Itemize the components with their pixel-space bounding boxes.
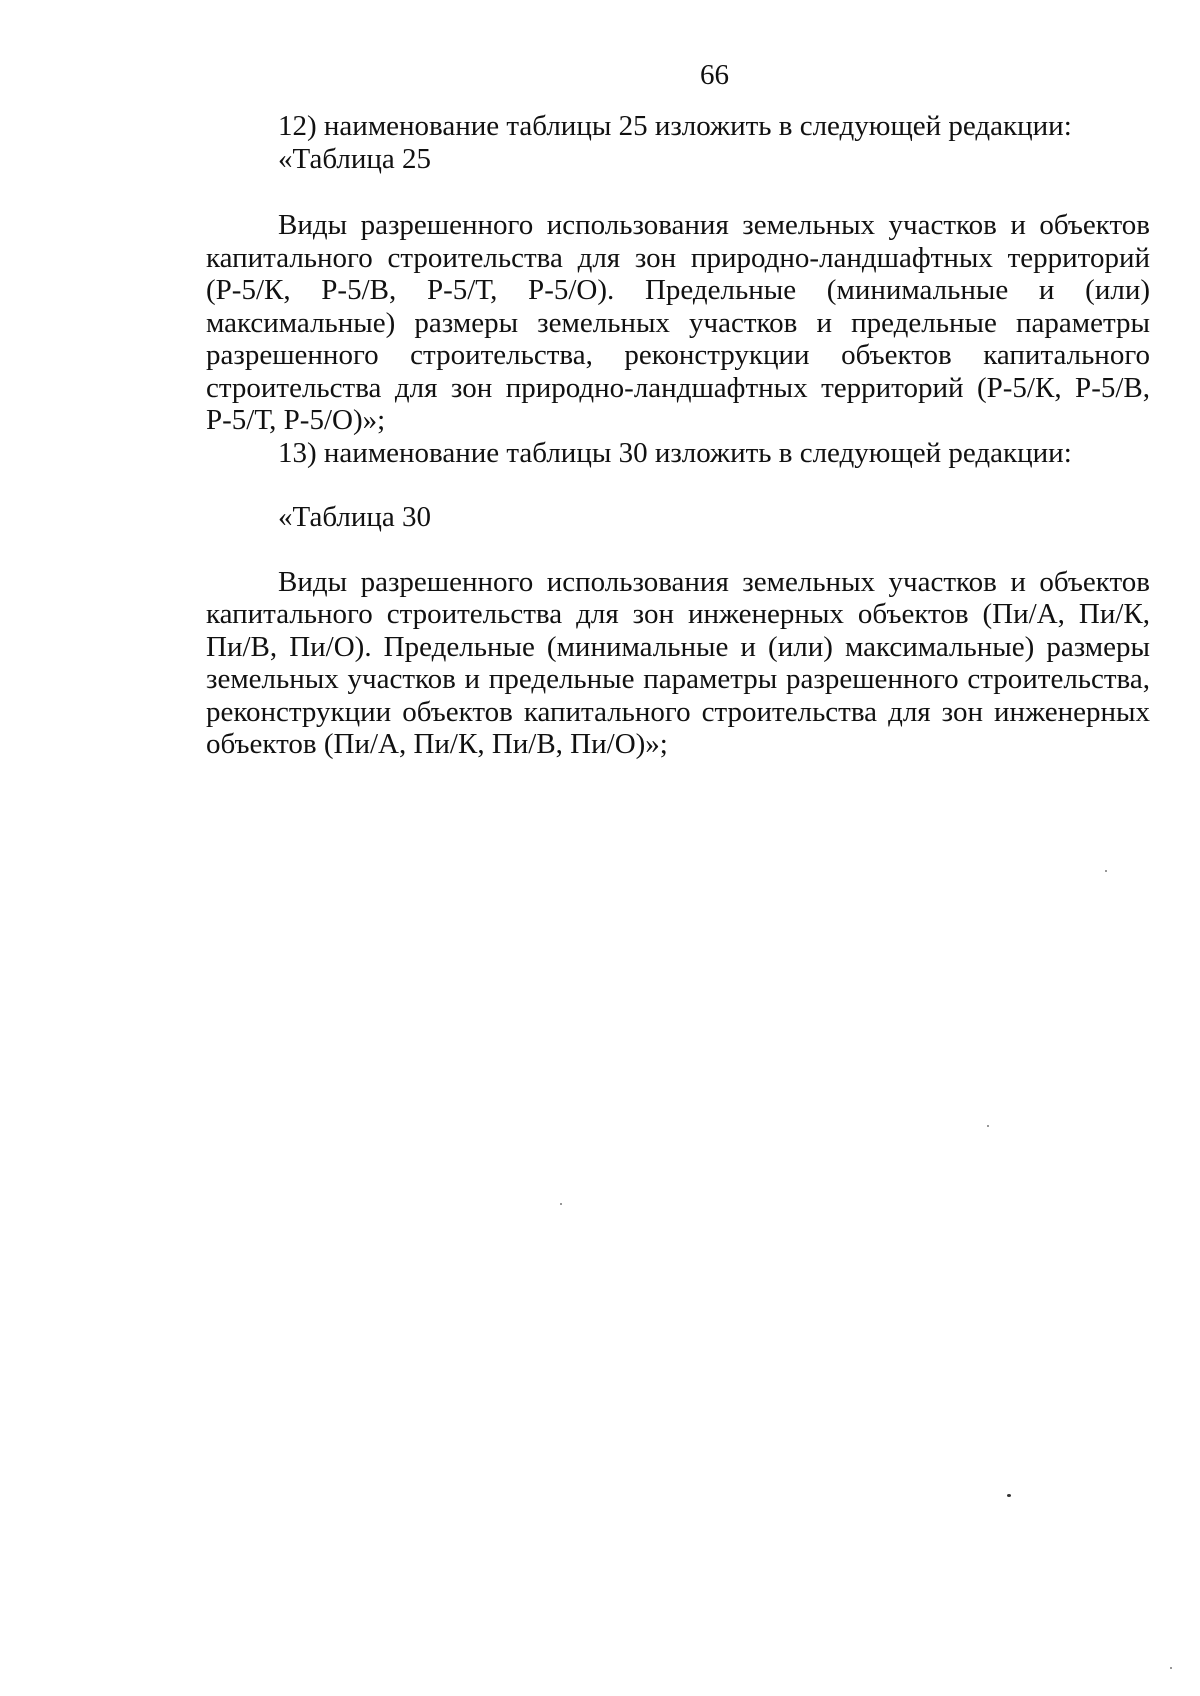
scan-speck	[987, 1125, 989, 1127]
scan-speck	[1170, 1667, 1172, 1669]
document-body	[206, 110, 1150, 761]
spacer	[206, 469, 1150, 501]
table-30-label: «Таблица 30	[278, 501, 432, 533]
item-12-intro: 12) наименование таблицы 25 изложить в следующей редакции:	[278, 110, 1072, 142]
page-number: 66	[700, 59, 729, 91]
scan-speck	[1105, 870, 1107, 872]
scan-speck	[560, 1203, 562, 1205]
scan-speck	[1007, 1494, 1011, 1497]
spacer	[206, 175, 1150, 209]
table-25-title: Виды разрешенного использования земельных участков и объектов капитального строительства для зон природно-ландшафтных территорий (Р-5/К, Р-5/В, Р-5/Т, Р-5/О). Предельные (минимальные и (или) максимальные) размеры земельных участков и предельные параметры разрешенного строительства, реконструкции объектов капитального строительства для зон природно-ландшафтных территорий (Р-5/К, Р-5/В, Р-5/Т, Р-5/О)»;	[206, 209, 1150, 436]
spacer	[206, 534, 1150, 566]
table-25-label: «Таблица 25	[278, 142, 432, 175]
item-13-intro: 13) наименование таблицы 30 изложить в следующей редакции:	[278, 436, 1072, 469]
table-30-title: Виды разрешенного использования земельных участков и объектов капитального строительства для зон инженерных объектов (Пи/А, Пи/К, Пи/В, Пи/О). Предельные (минимальные и (или) максимальные) размеры земельных участков и предельные параметры разрешенного строительства, реконструкции объектов капитального строительства для зон инженерных объектов (Пи/А, Пи/К, Пи/В, Пи/О)»;	[206, 565, 1150, 760]
